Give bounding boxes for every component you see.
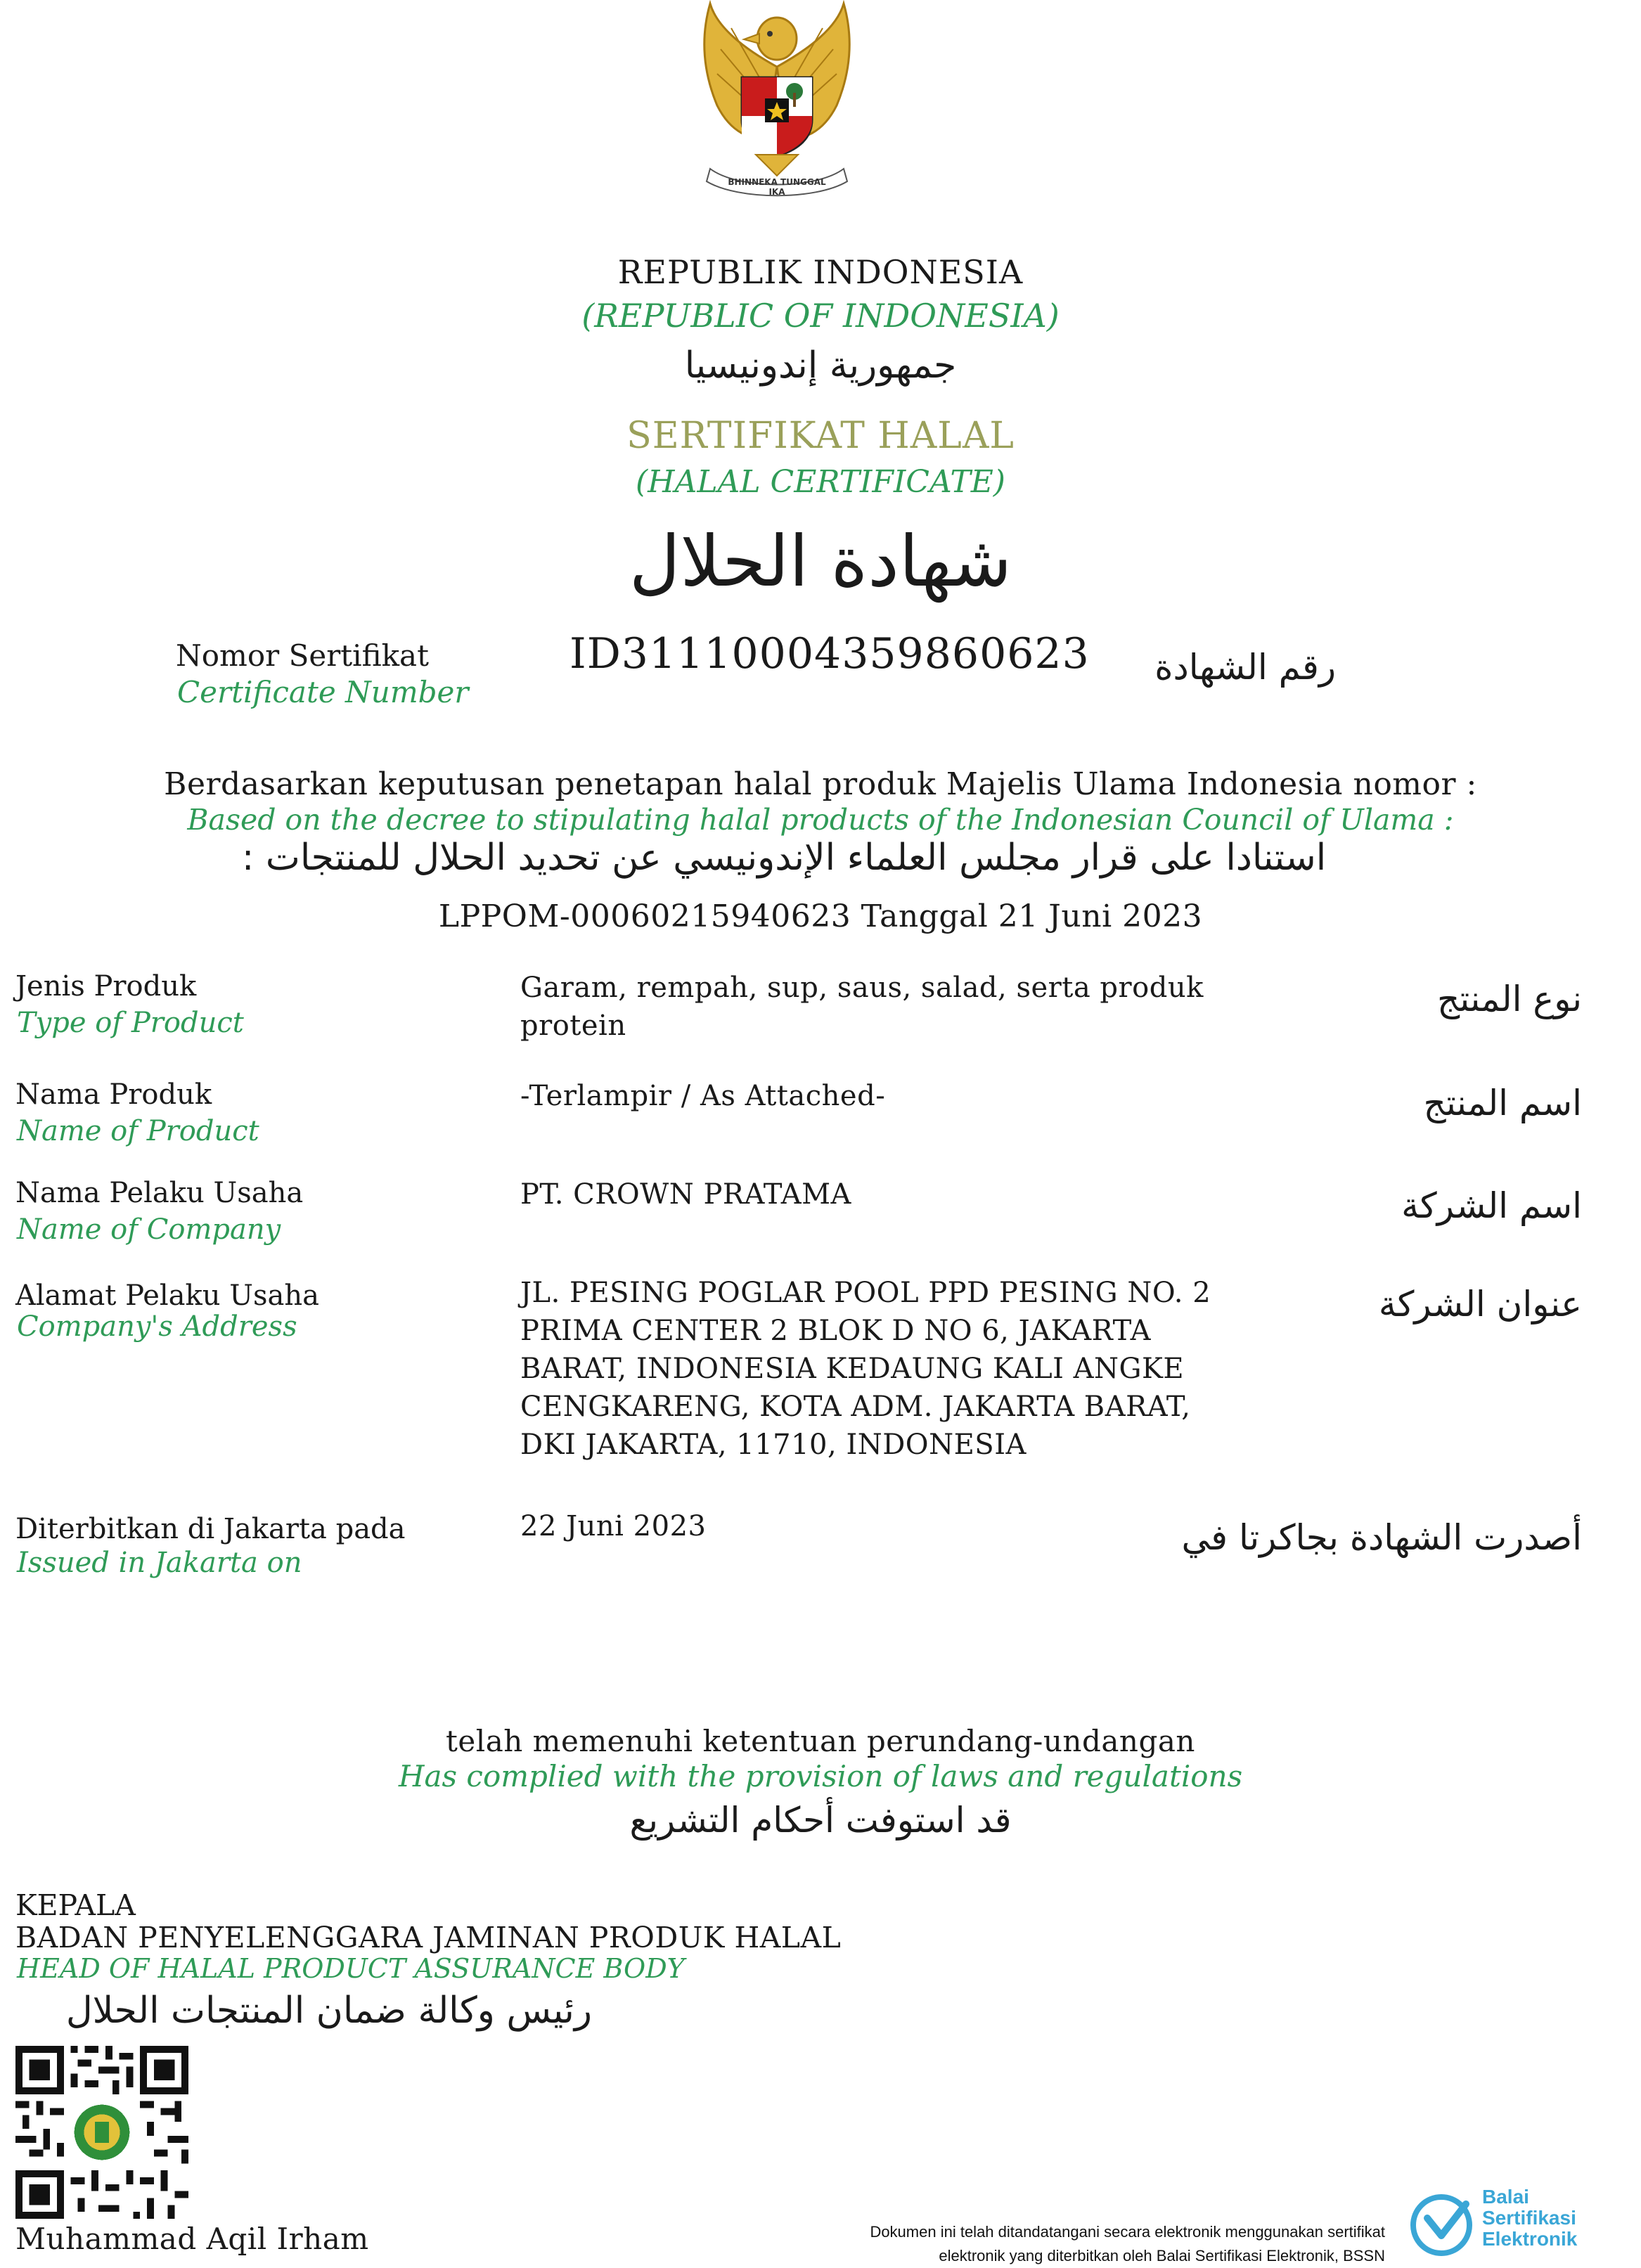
bsre-line: Sertifikasi bbox=[1482, 2207, 1576, 2229]
value-line: CENGKARENG, KOTA ADM. JAKARTA BARAT, bbox=[520, 1391, 1191, 1423]
country-name: REPUBLIK INDONESIA bbox=[617, 253, 1024, 291]
field-label-product-type-en: Type of Product bbox=[17, 1007, 244, 1039]
qr-code bbox=[15, 2046, 188, 2219]
bsre-line: Elektronik bbox=[1482, 2228, 1578, 2250]
compliance-text-ar: قد استوفت أحكام التشريع bbox=[629, 1800, 1012, 1841]
field-label-issued-ar: أصدرت الشهادة بجاكرتا في bbox=[1181, 1517, 1582, 1558]
cert-number-label: Nomor Sertifikat bbox=[176, 638, 429, 673]
signatory-title-ar: رئيس وكالة ضمان المنتجات الحلال bbox=[65, 1990, 592, 2032]
garuda-emblem bbox=[661, 0, 893, 204]
cert-number-label-en: Certificate Number bbox=[177, 675, 469, 709]
decree-text-ar: استنادا على قرار مجلس العلماء الإندونيسي عن تحديد الحلال للمنتجات : bbox=[241, 837, 1327, 879]
field-value-company-name bbox=[520, 1175, 851, 1213]
value-line: PT. CROWN PRATAMA bbox=[520, 1178, 851, 1211]
signatory-title-2: BADAN PENYELENGGARA JAMINAN PRODUK HALAL bbox=[15, 1921, 842, 1954]
field-label-issued-en: Issued in Jakarta on bbox=[17, 1547, 302, 1579]
field-label-product-type-ar: نوع المنتج bbox=[1437, 979, 1582, 1019]
field-label-product-name-ar: اسم المنتج bbox=[1423, 1083, 1582, 1123]
country-name-ar: جمهورية إندونيسيا bbox=[684, 344, 957, 387]
cert-title-en: (HALAL CERTIFICATE) bbox=[636, 464, 1005, 500]
cert-number-value: ID31110004359860623 bbox=[569, 629, 1090, 678]
value-line: -Terlampir / As Attached- bbox=[520, 1080, 886, 1112]
field-label-company-name-ar: اسم الشركة bbox=[1401, 1185, 1582, 1226]
decree-text-en: Based on the decree to stipulating halal products of the Indonesian Council of Ulama : bbox=[187, 803, 1454, 837]
field-label-product-type: Jenis Produk bbox=[15, 970, 197, 1003]
decree-reference: LPPOM-00060215940623 Tanggal 21 Juni 2023 bbox=[438, 898, 1203, 934]
compliance-text-en: Has complied with the provision of laws and regulations bbox=[398, 1759, 1243, 1793]
cert-number-label-ar: رقم الشهادة bbox=[1154, 647, 1336, 688]
value-line: Garam, rempah, sup, saus, salad, serta produk bbox=[520, 972, 1204, 1004]
field-label-company-name-en: Name of Company bbox=[17, 1213, 281, 1246]
value-line: JL. PESING POGLAR POOL PPD PESING NO. 2 bbox=[520, 1277, 1211, 1309]
decree-text: Berdasarkan keputusan penetapan halal produk Majelis Ulama Indonesia nomor : bbox=[164, 766, 1477, 802]
field-value-product-name bbox=[520, 1077, 885, 1115]
field-label-company-address: Alamat Pelaku Usaha bbox=[15, 1280, 319, 1312]
field-label-company-name: Nama Pelaku Usaha bbox=[15, 1177, 304, 1209]
bsre-logo-text bbox=[1482, 2186, 1577, 2250]
signatory-name: Muhammad Aqil Irham bbox=[15, 2222, 369, 2256]
field-label-product-name: Nama Produk bbox=[15, 1078, 212, 1111]
value-line: PRIMA CENTER 2 BLOK D NO 6, JAKARTA bbox=[520, 1315, 1151, 1347]
esign-line: elektronik yang diterbitkan oleh Balai Sertifikasi Elektronik, BSSN bbox=[939, 2247, 1385, 2264]
cert-title-ar: شهادة الحلال bbox=[629, 520, 1012, 603]
cert-title: SERTIFIKAT HALAL bbox=[626, 415, 1015, 457]
signatory-title-1: KEPALA bbox=[15, 1888, 136, 1922]
country-name-en: (REPUBLIC OF INDONESIA) bbox=[581, 297, 1060, 335]
field-value-issued-date bbox=[520, 1507, 706, 1545]
value-line: DKI JAKARTA, 11710, INDONESIA bbox=[520, 1429, 1027, 1461]
bsre-line: Balai bbox=[1482, 2186, 1529, 2208]
field-label-company-address-ar: عنوان الشركة bbox=[1378, 1284, 1582, 1325]
value-line: 22 Juni 2023 bbox=[520, 1510, 707, 1542]
value-line: protein bbox=[520, 1010, 626, 1042]
bsre-logo bbox=[1399, 2186, 1624, 2257]
field-label-issued: Diterbitkan di Jakarta pada bbox=[15, 1513, 406, 1545]
signatory-title-en: HEAD OF HALAL PRODUCT ASSURANCE BODY bbox=[17, 1953, 685, 1984]
field-value-company-address bbox=[520, 1274, 1211, 1464]
field-label-company-address-en: Company's Address bbox=[17, 1310, 297, 1343]
esign-line: Dokumen ini telah ditandatangani secara elektronik menggunakan sertifikat bbox=[870, 2223, 1385, 2241]
emblem-motto: BHINNEKA TUNGGAL IKA bbox=[728, 177, 826, 197]
value-line: BARAT, INDONESIA KEDAUNG KALI ANGKE bbox=[520, 1353, 1185, 1385]
field-value-product-type bbox=[520, 969, 1204, 1045]
field-label-product-name-en: Name of Product bbox=[17, 1115, 259, 1147]
compliance-text: telah memenuhi ketentuan perundang-undangan bbox=[446, 1724, 1195, 1758]
